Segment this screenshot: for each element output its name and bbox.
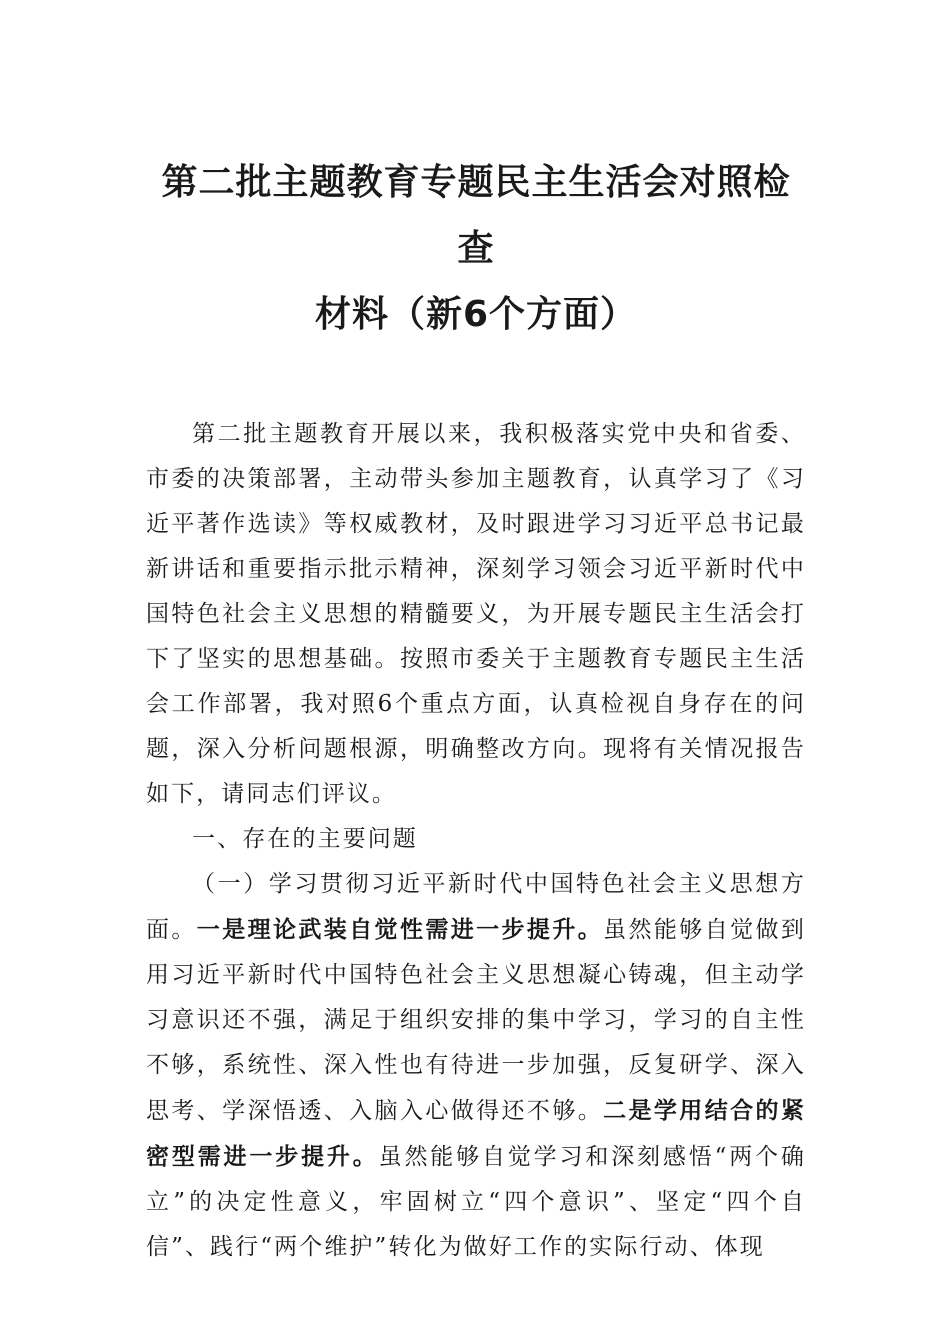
point-2-title: 二是学用结合的紧密型需进一步提升。 [146, 1097, 806, 1170]
subsection-lead: （一）学习贯彻习近平新时代中国特色社会主义思想方面。 [146, 871, 806, 943]
section-heading: 一、存在的主要问题 [192, 826, 418, 852]
document-body [146, 412, 806, 1270]
point-1-title: 一是理论武装自觉性需进一步提升。 [196, 916, 604, 943]
document-title [146, 150, 806, 348]
document-page [146, 150, 806, 1270]
subsection-paragraph [146, 862, 806, 1270]
title-line-2: 材料（新6个方面） [314, 294, 638, 335]
title-line-1: 第二批主题教育专题民主生活会对照检查 [161, 162, 791, 269]
point-1-text: 虽然能够自觉做到用习近平新时代中国特色社会主义思想凝心铸魂，但主动学习意识还不强，满足于组织安排的集中学习，学习的自主性不够，系统性、深入性也有待进一步加强，反复研学、深入思考、学深悟透、入脑入心做得还不够。 [146, 917, 806, 1124]
point-2-text: 虽然能够自觉学习和深刻感悟“两个确立”的决定性意义，牢固树立“四个意识”、坚定“四个自信”、践行“两个维护”转化为做好工作的实际行动、体现 [146, 1144, 806, 1260]
intro-paragraph: 第二批主题教育开展以来，我积极落实党中央和省委、市委的决策部署，主动带头参加主题教育，认真学习了《习近平著作选读》等权威教材，及时跟进学习习近平总书记最新讲话和重要指示批示精神，深刻学习领会习近平新时代中国特色社会主义思想的精髓要义，为开展专题民主生活会打下了坚实的思想基础。按照市委关于主题教育专题民主生活会工作部署，我对照6个重点方面，认真检视自身存在的问题，深入分析问题根源，明确整改方向。现将有关情况报告如下，请同志们评议。 [146, 421, 806, 807]
